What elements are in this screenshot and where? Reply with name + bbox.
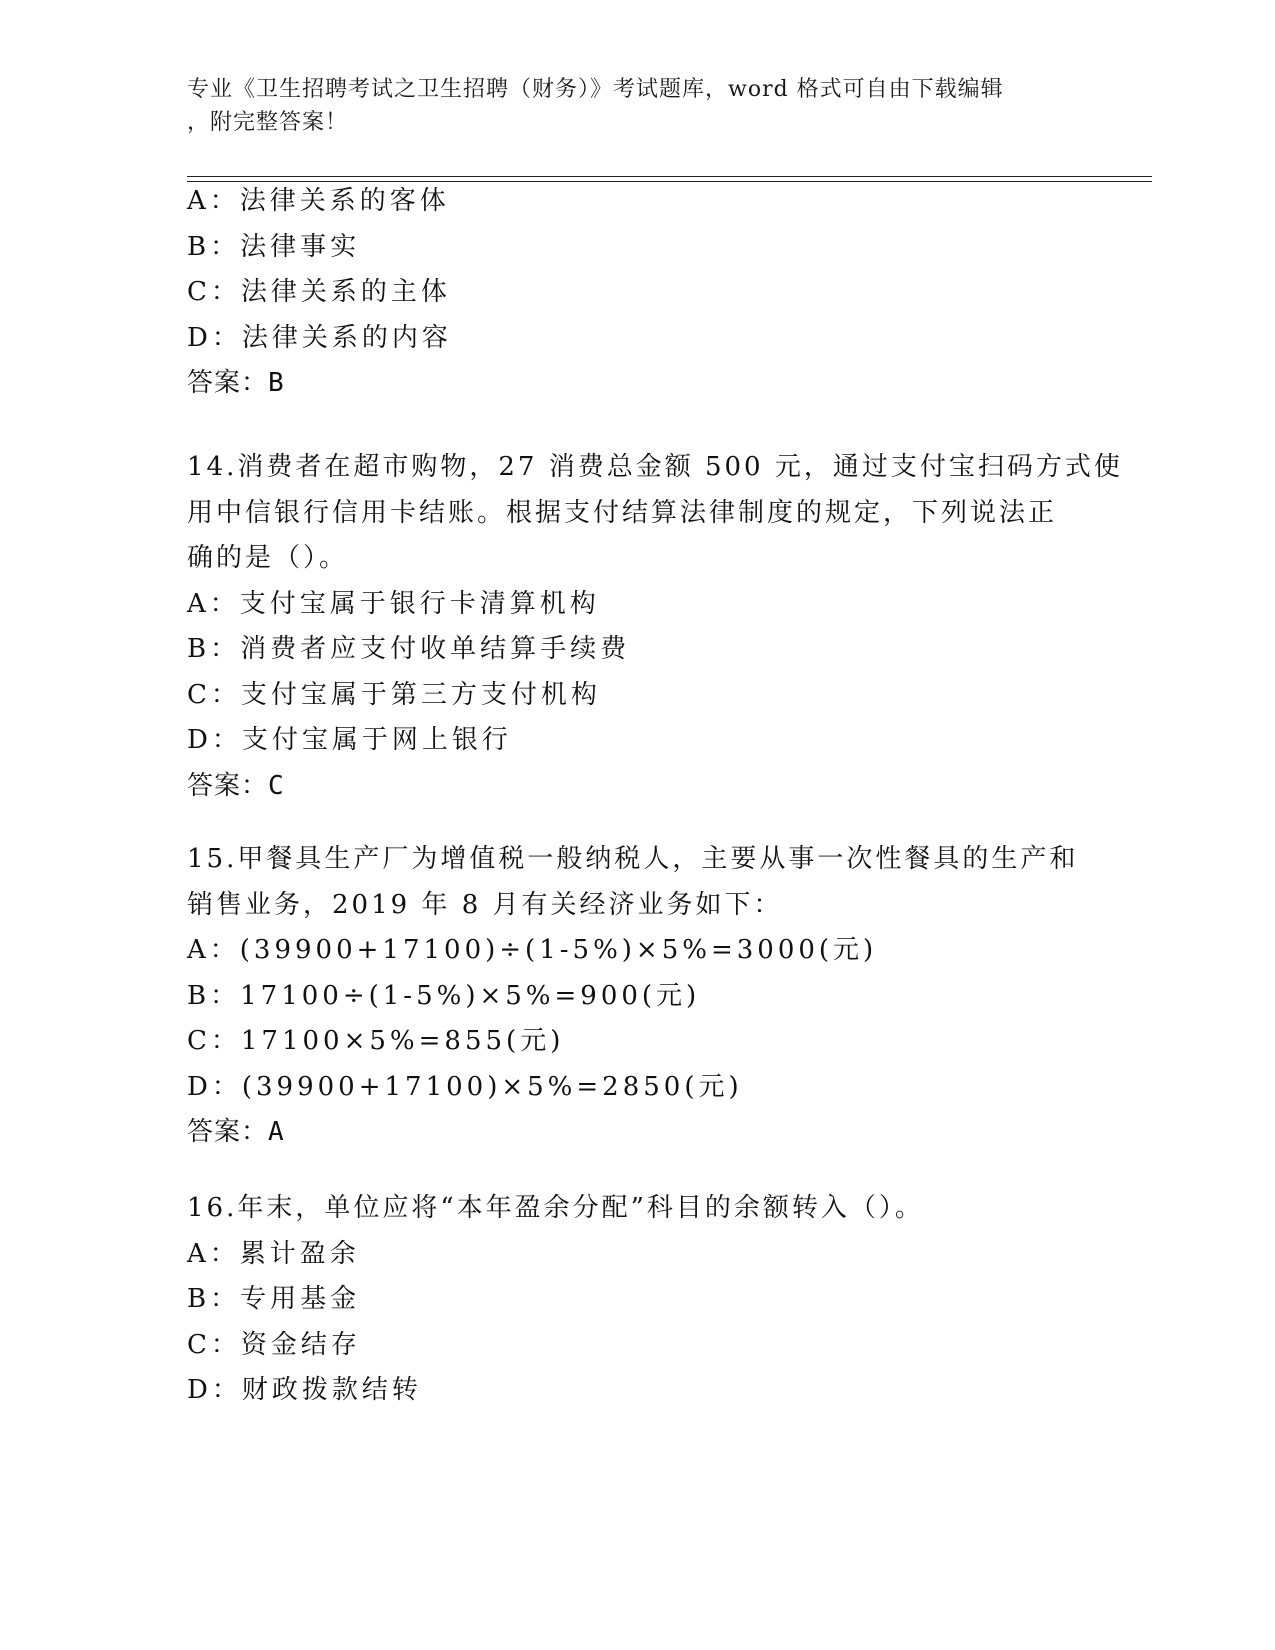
- answer-value: A: [268, 1117, 285, 1147]
- question-13: [187, 179, 1087, 407]
- header-divider-top: [187, 176, 1152, 177]
- option-c: C：17100×5%=855(元): [187, 1026, 565, 1056]
- option-d: D：支付宝属于网上银行: [187, 725, 512, 755]
- question-15: [187, 837, 1087, 1156]
- option-b: B：法律事实: [187, 231, 361, 262]
- option-b: B：消费者应支付收单结算手续费: [187, 634, 631, 664]
- header-line-1: 专业《卫生招聘考试之卫生招聘（财务）》考试题库，word 格式可自由下载编辑: [187, 77, 1004, 102]
- question-14: [187, 445, 1123, 809]
- question-stem: [187, 445, 1123, 582]
- stem-line: 确的是（）。: [187, 543, 349, 573]
- answer-line: [187, 1110, 1087, 1156]
- answer-line: [187, 361, 1087, 407]
- answer-value: B: [268, 368, 285, 398]
- answer-label: 答案：: [187, 368, 269, 398]
- option-a: A：累计盈余: [187, 1238, 360, 1269]
- option-c: C：支付宝属于第三方支付机构: [187, 679, 601, 710]
- question-16: [187, 1186, 1087, 1414]
- document-header: [187, 73, 1087, 139]
- option-b: B：17100÷(1-5%)×5%=900(元): [187, 980, 701, 1011]
- option-c: C：法律关系的主体: [187, 277, 451, 307]
- option-b: B：专用基金: [187, 1284, 361, 1314]
- option-a: A：支付宝属于银行卡清算机构: [187, 588, 600, 619]
- question-stem: [187, 1186, 1087, 1232]
- answer-label: 答案：: [187, 1117, 269, 1147]
- question-stem: [187, 837, 1087, 928]
- option-c: C：资金结存: [187, 1329, 361, 1360]
- option-d: D：(39900+17100)×5%=2850(元): [187, 1071, 743, 1102]
- answer-label: 答案：: [187, 770, 269, 801]
- option-a: A：(39900+17100)÷(1-5%)×5%=3000(元): [187, 935, 878, 965]
- option-d: D：财政拨款结转: [187, 1375, 422, 1405]
- stem-line: 销售业务，2019 年 8 月有关经济业务如下：: [187, 889, 783, 920]
- stem-line: 用中信银行信用卡结账。根据支付结算法律制度的规定，下列说法正: [187, 497, 1058, 528]
- answer-value: C: [268, 770, 285, 801]
- stem-line: 16.年末，单位应将“本年盈余分配”科目的余额转入（）。: [187, 1193, 924, 1223]
- stem-line: 15.甲餐具生产厂为增值税一般纳税人，主要从事一次性餐具的生产和: [187, 844, 1079, 874]
- stem-line: 14.消费者在超市购物，27 消费总金额 500 元，通过支付宝扫码方式使: [187, 452, 1123, 482]
- answer-line: [187, 764, 1087, 810]
- option-d: D：法律关系的内容: [187, 322, 452, 353]
- option-a: A：法律关系的客体: [187, 186, 450, 216]
- header-line-2: ，附完整答案！: [187, 110, 349, 135]
